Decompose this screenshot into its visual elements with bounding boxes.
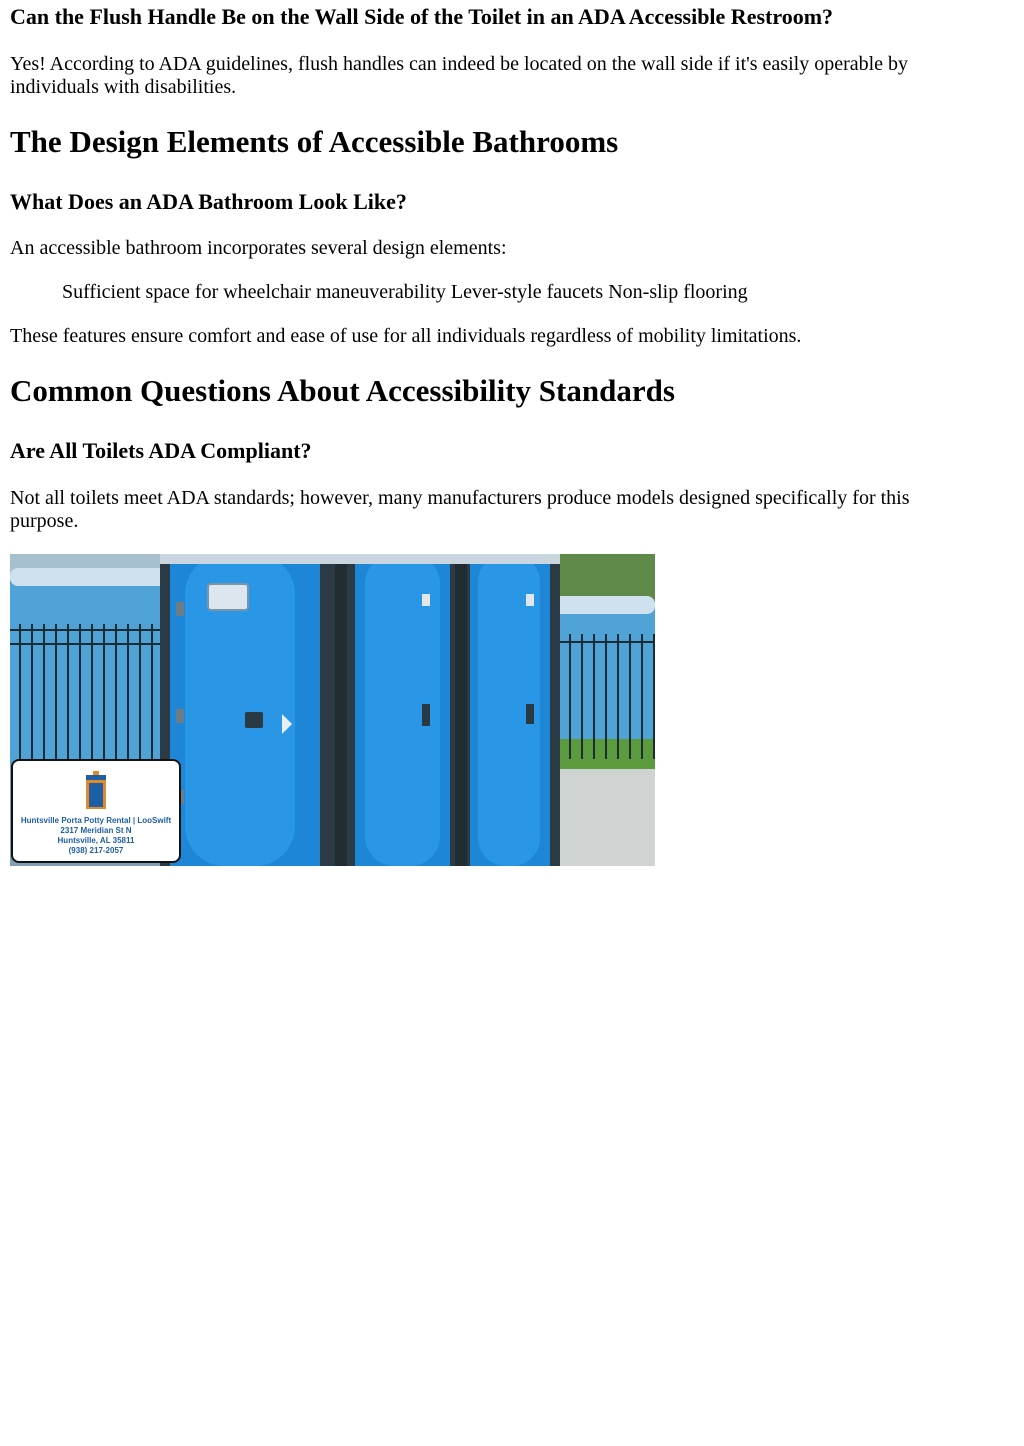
ada-bathroom-intro: An accessible bathroom incorporates several design elements: <box>10 237 507 259</box>
question-heading-flush-handle: Can the Flush Handle Be on the Wall Side of the Toilet in an ADA Accessible Restroom? <box>10 4 834 29</box>
ada-bathroom-summary: These features ensure comfort and ease of use for all individuals regardless of mobility limitations. <box>10 325 802 347</box>
design-elements-list: Sufficient space for wheelchair maneuverability Lever-style faucets Non-slip flooring <box>62 281 748 303</box>
business-logo-card <box>11 759 181 863</box>
section-heading-design-elements: The Design Elements of Accessible Bathrooms <box>10 124 619 159</box>
business-phone: (938) 217-2057 <box>68 846 124 855</box>
section-heading-common-questions: Common Questions About Accessibility Standards <box>10 373 675 408</box>
porta-potty-photo <box>10 554 655 866</box>
business-name: Huntsville Porta Potty Rental | LooSwift <box>20 816 172 825</box>
business-street: 2317 Meridian St N <box>60 826 132 835</box>
question-heading-ada-bathroom: What Does an ADA Bathroom Look Like? <box>10 189 407 214</box>
answer-flush-handle: Yes! According to ADA guidelines, flush handles can indeed be located on the wall side if it's easily operable by individuals with disabilities. <box>10 53 909 98</box>
question-heading-toilets-compliant: Are All Toilets ADA Compliant? <box>10 438 312 463</box>
porta-potty-logo-icon <box>84 771 108 811</box>
business-city: Huntsville, AL 35811 <box>57 836 135 845</box>
answer-toilets-compliant: Not all toilets meet ADA standards; however, many manufacturers produce models designed specifically for this purpose. <box>10 487 910 532</box>
